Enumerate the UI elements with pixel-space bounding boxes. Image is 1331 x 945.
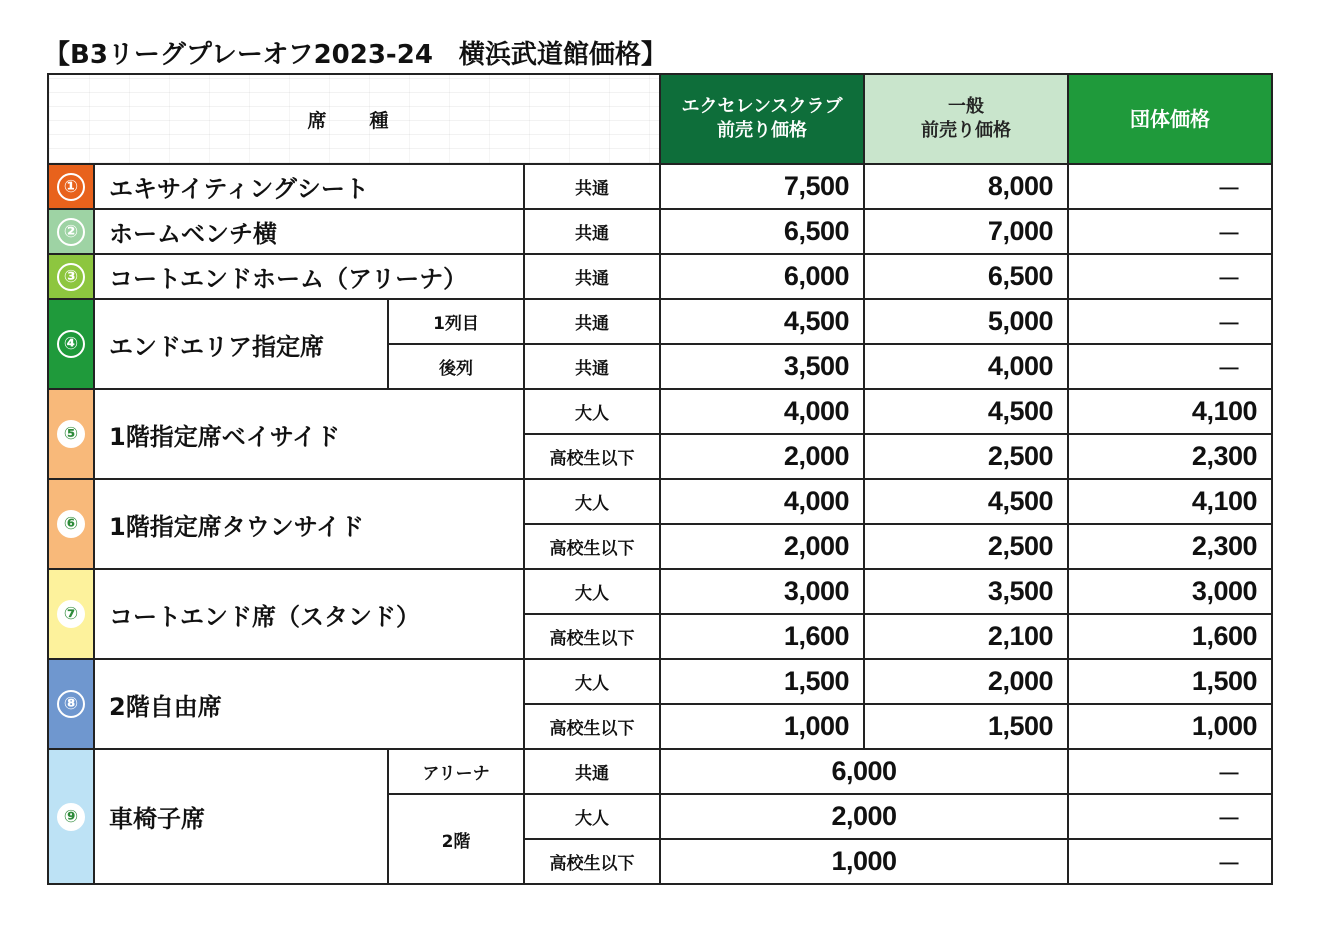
row-number bbox=[48, 389, 94, 479]
table-row bbox=[48, 254, 1272, 299]
excellence-price: 3,000 bbox=[660, 569, 864, 614]
header-row bbox=[48, 74, 1272, 164]
seat-name: 車椅子席 bbox=[94, 749, 388, 884]
number-badge: ⑦ bbox=[57, 600, 85, 628]
category: 大人 bbox=[524, 659, 660, 704]
number-badge: ⑧ bbox=[57, 690, 85, 718]
table-row bbox=[48, 389, 1272, 434]
row-number bbox=[48, 254, 94, 299]
seat-name: コートエンド席（スタンド） bbox=[94, 569, 524, 659]
table-row bbox=[48, 659, 1272, 704]
seat-name: ホームベンチ横 bbox=[94, 209, 524, 254]
sub-section: 後列 bbox=[388, 344, 524, 389]
group-price: 3,000 bbox=[1068, 569, 1272, 614]
excellence-price: 2,000 bbox=[660, 434, 864, 479]
general-price: 2,000 bbox=[864, 659, 1068, 704]
group-price: － bbox=[1068, 839, 1272, 884]
table-row bbox=[48, 569, 1272, 614]
excellence-price: 1,000 bbox=[660, 704, 864, 749]
category: 共通 bbox=[524, 344, 660, 389]
group-price: 4,100 bbox=[1068, 389, 1272, 434]
header-general-price bbox=[864, 74, 1068, 164]
header-excellence-line2: 前売り価格 bbox=[717, 120, 807, 141]
excellence-price: 1,500 bbox=[660, 659, 864, 704]
group-price: － bbox=[1068, 254, 1272, 299]
category: 高校生以下 bbox=[524, 434, 660, 479]
row-number bbox=[48, 299, 94, 389]
excellence-price: 3,500 bbox=[660, 344, 864, 389]
general-price: 3,500 bbox=[864, 569, 1068, 614]
category: 共通 bbox=[524, 299, 660, 344]
group-price: 2,300 bbox=[1068, 434, 1272, 479]
general-price: 4,500 bbox=[864, 389, 1068, 434]
category: 大人 bbox=[524, 794, 660, 839]
general-price: 5,000 bbox=[864, 299, 1068, 344]
excellence-price: 4,000 bbox=[660, 389, 864, 434]
general-price: 1,500 bbox=[864, 704, 1068, 749]
price-table bbox=[47, 73, 1273, 885]
group-price: － bbox=[1068, 209, 1272, 254]
number-badge: ② bbox=[57, 218, 85, 246]
header-excellence-line1: エクセレンスクラブ bbox=[681, 96, 843, 117]
category: 高校生以下 bbox=[524, 524, 660, 569]
seat-name: エンドエリア指定席 bbox=[94, 299, 388, 389]
table-row bbox=[48, 479, 1272, 524]
header-general-line1: 一般 bbox=[948, 96, 984, 117]
group-price: 1,600 bbox=[1068, 614, 1272, 659]
group-price: 4,100 bbox=[1068, 479, 1272, 524]
number-badge: ⑨ bbox=[57, 803, 85, 831]
combined-price: 6,000 bbox=[660, 749, 1068, 794]
table-row bbox=[48, 749, 1272, 794]
excellence-price: 6,000 bbox=[660, 254, 864, 299]
seat-name: 1階指定席タウンサイド bbox=[94, 479, 524, 569]
seat-name: 1階指定席ベイサイド bbox=[94, 389, 524, 479]
number-badge: ⑤ bbox=[57, 420, 85, 448]
seat-name: 2階自由席 bbox=[94, 659, 524, 749]
table-row bbox=[48, 164, 1272, 209]
general-price: 2,500 bbox=[864, 524, 1068, 569]
category: 大人 bbox=[524, 389, 660, 434]
row-number bbox=[48, 164, 94, 209]
group-price: － bbox=[1068, 344, 1272, 389]
group-price: 1,500 bbox=[1068, 659, 1272, 704]
row-number bbox=[48, 209, 94, 254]
group-price: 1,000 bbox=[1068, 704, 1272, 749]
category: 共通 bbox=[524, 254, 660, 299]
group-price: － bbox=[1068, 749, 1272, 794]
number-badge: ③ bbox=[57, 263, 85, 291]
table-row bbox=[48, 209, 1272, 254]
category: 大人 bbox=[524, 479, 660, 524]
header-seat-type: 席 種 bbox=[48, 74, 660, 164]
header-general-line2: 前売り価格 bbox=[921, 120, 1011, 141]
group-price: 2,300 bbox=[1068, 524, 1272, 569]
excellence-price: 4,000 bbox=[660, 479, 864, 524]
category: 共通 bbox=[524, 209, 660, 254]
excellence-price: 2,000 bbox=[660, 524, 864, 569]
general-price: 8,000 bbox=[864, 164, 1068, 209]
general-price: 7,000 bbox=[864, 209, 1068, 254]
number-badge: ④ bbox=[57, 330, 85, 358]
general-price: 6,500 bbox=[864, 254, 1068, 299]
group-price: － bbox=[1068, 299, 1272, 344]
number-badge: ⑥ bbox=[57, 510, 85, 538]
row-number bbox=[48, 659, 94, 749]
row-number bbox=[48, 479, 94, 569]
sub-section: 2階 bbox=[388, 794, 524, 884]
group-price: － bbox=[1068, 794, 1272, 839]
seat-name: コートエンドホーム（アリーナ） bbox=[94, 254, 524, 299]
excellence-price: 7,500 bbox=[660, 164, 864, 209]
excellence-price: 1,600 bbox=[660, 614, 864, 659]
category: 高校生以下 bbox=[524, 614, 660, 659]
general-price: 4,000 bbox=[864, 344, 1068, 389]
header-excellence-price bbox=[660, 74, 864, 164]
excellence-price: 6,500 bbox=[660, 209, 864, 254]
sub-section: 1列目 bbox=[388, 299, 524, 344]
category: 共通 bbox=[524, 749, 660, 794]
table-row bbox=[48, 299, 1272, 344]
combined-price: 2,000 bbox=[660, 794, 1068, 839]
general-price: 4,500 bbox=[864, 479, 1068, 524]
header-group-price: 団体価格 bbox=[1068, 74, 1272, 164]
sub-section: アリーナ bbox=[388, 749, 524, 794]
general-price: 2,100 bbox=[864, 614, 1068, 659]
excellence-price: 4,500 bbox=[660, 299, 864, 344]
general-price: 2,500 bbox=[864, 434, 1068, 479]
combined-price: 1,000 bbox=[660, 839, 1068, 884]
seat-name: エキサイティングシート bbox=[94, 164, 524, 209]
number-badge: ① bbox=[57, 173, 85, 201]
category: 高校生以下 bbox=[524, 704, 660, 749]
row-number bbox=[48, 749, 94, 884]
group-price: － bbox=[1068, 164, 1272, 209]
row-number bbox=[48, 569, 94, 659]
category: 高校生以下 bbox=[524, 839, 660, 884]
page-title: 【B3リーグプレーオフ2023-24 横浜武道館価格】 bbox=[44, 40, 667, 70]
category: 共通 bbox=[524, 164, 660, 209]
category: 大人 bbox=[524, 569, 660, 614]
